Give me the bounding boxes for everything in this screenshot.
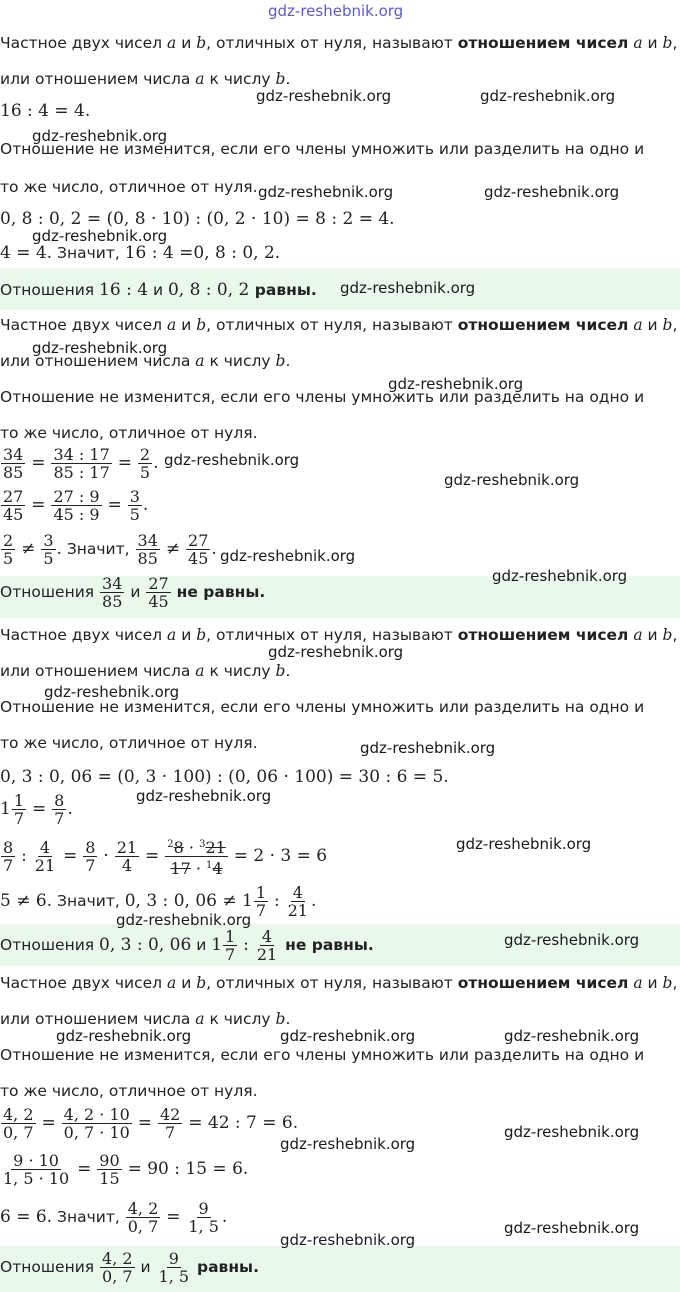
watermark: gdz-reshebnik.org [360,739,496,757]
watermark-top: gdz-reshebnik.org [268,2,404,20]
answer-4: Отношения $\frac{4, 2}{0, 7}$ и $\frac{9}{1, 5}$ равны. [0,1249,259,1286]
watermark: gdz-reshebnik.org [280,1231,416,1249]
definition-line-1: Частное двух чисел a и b, отличных от нуля, называют отношением чисел a и b, [0,974,678,992]
property-line-2: то же число, отличное от нуля. [0,178,258,196]
watermark: gdz-reshebnik.org [492,567,628,585]
watermark: gdz-reshebnik.org [504,931,640,949]
watermark: gdz-reshebnik.org [164,451,300,469]
watermark: gdz-reshebnik.org [32,227,168,245]
answer-3: Отношения 0, 3 : 0, 06 и 1 $\frac{1}{7}$ : $\frac{4}{21}$ не равны. [0,927,374,964]
watermark: gdz-reshebnik.org [456,835,592,853]
watermark: gdz-reshebnik.org [44,683,180,701]
conclusion-1: 4 = 4. Значит, 16 : 4 =0, 8 : 0, 2. [0,243,281,263]
definition-line-2: или отношением числа a к числу b. [0,662,291,680]
example-16-4: 16 : 4 = 4. [0,101,91,121]
watermark: gdz-reshebnik.org [116,911,252,929]
definition-line-2: или отношением числа a к числу b. [0,1010,291,1028]
watermark: gdz-reshebnik.org [280,1027,416,1045]
watermark: gdz-reshebnik.org [504,1219,640,1237]
fraction-calc-4-2-0-7: $\frac{4, 2}{0, 7}$ = $\frac{4, 2 \cdot 10}{0, 7 \cdot 10}$ = $\frac{42}{7}$ = 42 : 7 = 6. [3,1105,299,1142]
watermark: gdz-reshebnik.org [480,87,616,105]
watermark: gdz-reshebnik.org [256,87,392,105]
watermark: gdz-reshebnik.org [32,127,168,145]
definition-line-2: или отношением числа a к числу b. [0,352,291,370]
fraction-calc-34-85: $\frac{34}{85}$ = $\frac{34 : 17}{85 : 17}$ = $\frac{2}{5}$ . [3,445,159,482]
definition-line-2: или отношением числа a к числу b. [0,70,291,88]
property-line-1: Отношение не изменится, если его члены умножить или разделить на одно и [0,140,645,158]
answer-1: Отношения 16 : 4 и 0, 8 : 0, 2 равны. [0,280,317,300]
watermark: gdz-reshebnik.org [388,375,524,393]
watermark: gdz-reshebnik.org [444,471,580,489]
fraction-calc-27-45: $\frac{27}{45}$ = $\frac{27 : 9}{45 : 9}$ = $\frac{3}{5}$ . [3,487,149,524]
conclusion-3: 5 ≠ 6. Значит, 0, 3 : 0, 06 ≠ 1 $\frac{1}{7}$ : $\frac{4}{21}$ . [0,883,317,920]
definition-line-1: Частное двух чисел a и b, отличных от нуля, называют отношением чисел a и b, [0,34,678,52]
watermark: gdz-reshebnik.org [504,1123,640,1141]
watermark: gdz-reshebnik.org [136,787,272,805]
property-line-1: Отношение не изменится, если его члены умножить или разделить на одно и [0,388,645,406]
watermark: gdz-reshebnik.org [484,183,620,201]
property-line-1: Отношение не изменится, если его члены умножить или разделить на одно и [0,698,645,716]
watermark: gdz-reshebnik.org [56,1027,192,1045]
fraction-division-calc: $\frac{8}{7}$ : $\frac{4}{21}$ = $\frac{8}{7}$ · $\frac{21}{4}$ = $\frac{^28 \cdot ^321}{17 \cdot ^14}$ = 2 · 3 = 6 [3,838,328,878]
property-line-2: то же число, отличное от нуля. [0,734,258,752]
watermark: gdz-reshebnik.org [504,1027,640,1045]
property-line-2: то же число, отличное от нуля. [0,1082,258,1100]
property-line-2: то же число, отличное от нуля. [0,424,258,442]
property-line-1: Отношение не изменится, если его члены умножить или разделить на одно и [0,1046,645,1064]
conclusion-2: $\frac{2}{5}$ ≠ $\frac{3}{5}$ . Значит, $\frac{34}{85}$ ≠ $\frac{27}{45}$ . [3,531,217,568]
watermark: gdz-reshebnik.org [268,643,404,661]
conclusion-4: 6 = 6. Значит, $\frac{4, 2}{0, 7}$ = $\frac{9}{1, 5}$ . [0,1199,228,1236]
mixed-number-conversion: 1 $\frac{1}{7}$ = $\frac{8}{7}$ . [0,791,73,828]
definition-line-1: Частное двух чисел a и b, отличных от нуля, называют отношением чисел a и b, [0,316,678,334]
watermark: gdz-reshebnik.org [258,183,394,201]
definition-line-1: Частное двух чисел a и b, отличных от нуля, называют отношением чисел a и b, [0,626,678,644]
watermark: gdz-reshebnik.org [220,547,356,565]
calc-0-3-0-06: 0, 3 : 0, 06 = (0, 3 · 100) : (0, 06 · 100) = 30 : 6 = 5. [0,767,449,787]
watermark: gdz-reshebnik.org [280,1135,416,1153]
fraction-calc-9-1-5: $\frac{9 \cdot 10}{1, 5 \cdot 10}$ = $\frac{90}{15}$ = 90 : 15 = 6. [3,1151,249,1188]
watermark: gdz-reshebnik.org [340,279,476,297]
answer-2: Отношения $\frac{34}{85}$ и $\frac{27}{45}$ не равны. [0,574,266,611]
calc-0-8-0-2: 0, 8 : 0, 2 = (0, 8 · 10) : (0, 2 · 10) = 8 : 2 = 4. [0,209,395,229]
watermark: gdz-reshebnik.org [32,339,168,357]
